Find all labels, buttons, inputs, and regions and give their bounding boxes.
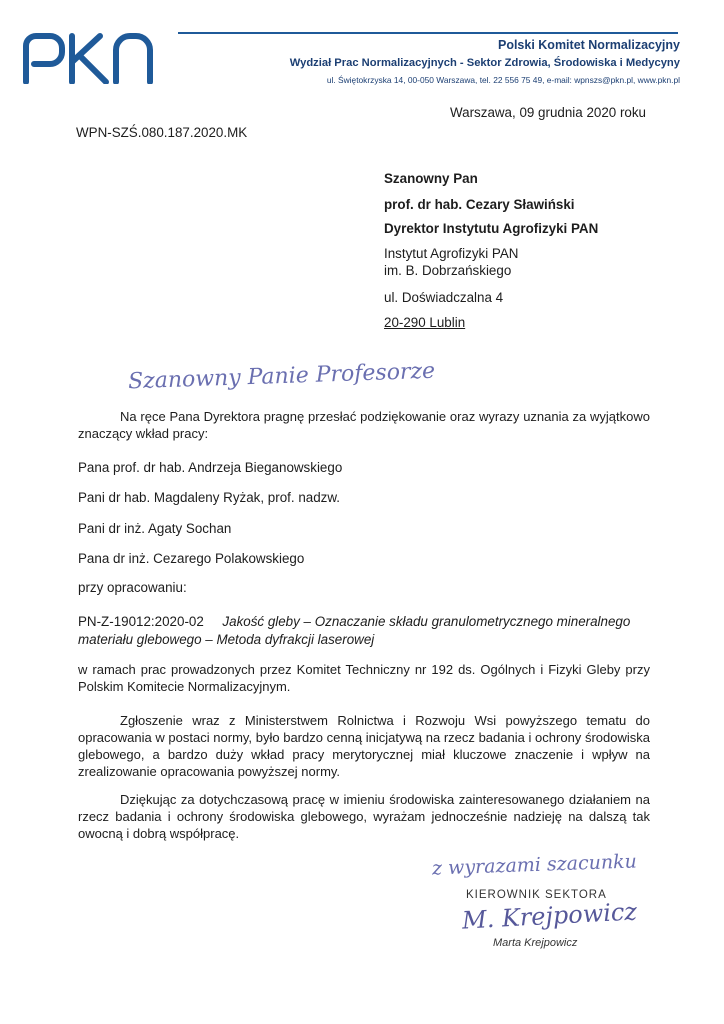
handwritten-closing: z wyrazami szacunku xyxy=(431,850,638,880)
recipient-title: Dyrektor Instytutu Agrofizyki PAN xyxy=(384,221,599,236)
recipient-institution-1: Instytut Agrofizyki PAN xyxy=(384,246,519,261)
place-date: Warszawa, 09 grudnia 2020 roku xyxy=(450,105,647,120)
reference-number: WPN-SZŚ.080.187.2020.MK xyxy=(76,125,248,140)
przy-opracowaniu: przy opracowaniu: xyxy=(78,580,187,595)
person-2: Pani dr hab. Magdaleny Ryżak, prof. nadzw. xyxy=(78,490,341,505)
recipient-city: 20-290 Lublin xyxy=(384,315,466,330)
paragraph-3: Dziękując za dotychczasową pracę w imieniu środowiska zainteresowanego działaniem na rzecz badania i ochrony środowiska glebowego, wyrażam jednocześnie nadzieję na dalszą tak owocną i dobrą współpracę. xyxy=(78,792,650,841)
signatory-role: KIEROWNIK SEKTORA xyxy=(466,889,607,901)
intro-paragraph: Na ręce Pana Dyrektora pragnę przesłać podziękowanie oraz wyrazy uznania za wyjątkowo znaczący wkład pracy: xyxy=(78,409,650,441)
recipient-name: prof. dr hab. Cezary Sławiński xyxy=(384,197,575,212)
contact-address: ul. Świętokrzyska 14, 00-050 Warszawa, tel. 22 556 75 49, e-mail: wpnszs@pkn.pl, www.pkn.pl xyxy=(326,75,680,85)
person-3: Pani dr inż. Agaty Sochan xyxy=(78,521,232,536)
standard-code: PN-Z-19012:2020-02 xyxy=(78,614,204,629)
header-rule xyxy=(178,32,678,34)
recipient-street: ul. Doświadczalna 4 xyxy=(384,290,504,305)
standard-title: Jakość gleby – Oznaczanie składu granulometrycznego mineralnego materiału glebowego – Metoda dyfrakcji laserowej xyxy=(78,614,631,647)
handwritten-signature: M. Krejpowicz xyxy=(461,897,638,935)
standard-block xyxy=(78,613,650,649)
pkn-logo xyxy=(20,32,162,84)
recipient-salutation: Szanowny Pan xyxy=(384,171,478,186)
person-4: Pana dr inż. Cezarego Polakowskiego xyxy=(78,551,305,566)
handwritten-greeting: Szanowny Panie Profesorze xyxy=(127,358,436,395)
department-name: Wydział Prac Normalizacyjnych - Sektor Zdrowia, Środowiska i Medycyny xyxy=(289,57,680,69)
recipient-institution-2: im. B. Dobrzańskiego xyxy=(384,263,512,278)
person-1: Pana prof. dr hab. Andrzeja Bieganowskiego xyxy=(78,460,343,475)
org-name: Polski Komitet Normalizacyjny xyxy=(497,38,680,52)
signatory-name: Marta Krejpowicz xyxy=(493,937,578,949)
context-paragraph: w ramach prac prowadzonych przez Komitet Techniczny nr 192 ds. Ogólnych i Fizyki Gleby przy Polskim Komitecie Normalizacyjnym. xyxy=(78,662,650,694)
paragraph-2: Zgłoszenie wraz z Ministerstwem Rolnictwa i Rozwoju Wsi powyższego tematu do opracowania w postaci normy, było bardzo cenną inicjatywą na rzecz badania i ochrony środowiska glebowego, a bardzo duży wkład pracy merytorycznej miał kluczowe znaczenie i wpływ na zrealizowanie opracowania powyższej normy. xyxy=(78,713,650,779)
